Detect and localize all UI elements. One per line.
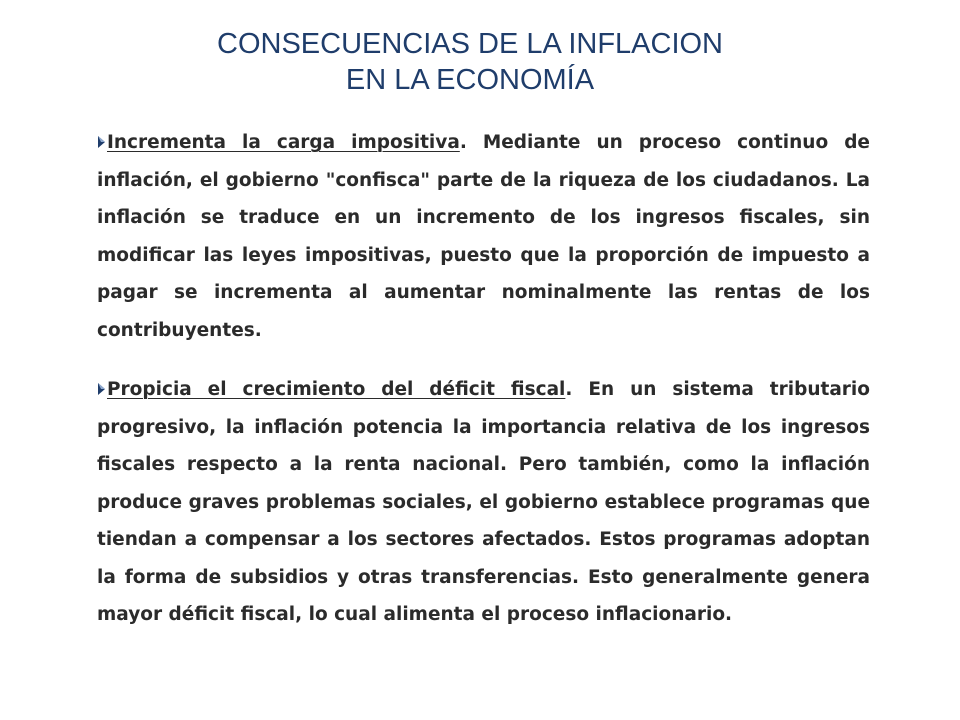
bullet-item-fiscal-deficit: [97, 371, 870, 634]
title-line-2: EN LA ECONOMÍA: [345, 64, 595, 96]
bullet-lead-text: Incrementa la carga impositiva: [107, 132, 460, 153]
bullet-list: [97, 124, 870, 656]
slide-title: [150, 26, 790, 98]
bullet-item-tax-burden: [97, 124, 870, 349]
bullet-body-text: . En un sistema tributario progresivo, la inflación potencia la importancia relativa de los ingresos fiscales respecto a la renta nacional. Pero también, como la inflación produce graves problemas sociales, el gobierno establece programas que tiendan a compensar a los sectores afectados. Estos programas adoptan la forma de subsidios y otras transferencias. Esto generalmente genera mayor déficit fiscal, lo cual alimenta el proceso inflacionario.: [97, 379, 870, 625]
arrow-bullet-icon: [97, 135, 106, 149]
title-line-1: CONSECUENCIAS DE LA INFLACION: [217, 28, 723, 60]
bullet-body-text: . Mediante un proceso continuo de inflación, el gobierno "confisca" parte de la riqueza de los ciudadanos. La inflación se traduce en un incremento de los ingresos fiscales, sin modificar las leyes impositivas, puesto que la proporción de impuesto a pagar se incrementa al aumentar nominalmente las rentas de los contribuyentes.: [97, 132, 870, 341]
arrow-bullet-icon: [97, 382, 106, 396]
bullet-lead-text: Propicia el crecimiento del déficit fiscal: [107, 379, 566, 400]
